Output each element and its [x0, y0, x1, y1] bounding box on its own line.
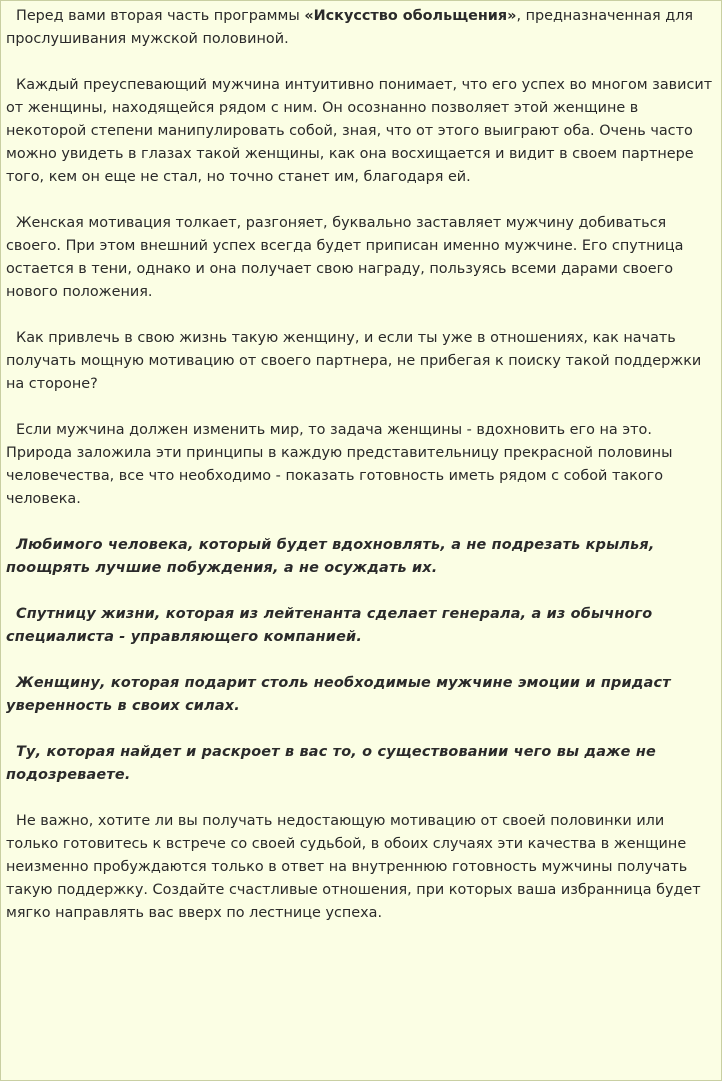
emphasis-woman: Женщину, которая подарит столь необходимые мужчине эмоции и придаст уверенность в своих силах.	[6, 675, 671, 714]
article-body	[6, 5, 720, 948]
paragraph-nature: Если мужчина должен изменить мир, то задача женщины - вдохновить его на это. Природа заложила эти принципы в каждую представительницу прекрасной половины человечества, все что необходимо - показать готовность иметь рядом с собой такого человека.	[6, 422, 673, 507]
paragraph-question: Как привлечь в свою жизнь такую женщину, и если ты уже в отношениях, как начать получать мощную мотивацию от своего партнера, не прибегая к поиску такой поддержки на стороне?	[6, 330, 702, 392]
emphasis-companion: Спутницу жизни, которая из лейтенанта сделает генерала, а из обычного специалиста - управляющего компанией.	[6, 606, 653, 645]
program-title: «Искусство обольщения»	[304, 8, 517, 24]
emphasis-discover: Ту, которая найдет и раскроет в вас то, о существовании чего вы даже не подозреваете.	[6, 744, 656, 783]
emphasis-beloved: Любимого человека, который будет вдохновлять, а не подрезать крылья, поощрять лучшие побуждения, а не осуждать их.	[6, 537, 655, 576]
intro-text-after: , предназначенная для прослушивания мужской половиной.	[6, 8, 694, 47]
intro-paragraph	[6, 5, 720, 51]
paragraph-conclusion: Не важно, хотите ли вы получать недостающую мотивацию от своей половинки или только готовитесь к встрече со своей судьбой, в обоих случаях эти качества в женщине неизменно пробуждаются только в ответ на внутреннюю готовность мужчины получать такую поддержку. Создайте счастливые отношения, при которых ваша избранница будет мягко направлять вас вверх по лестнице успеха.	[6, 813, 701, 921]
paragraph-motivation: Женская мотивация толкает, разгоняет, буквально заставляет мужчину добиваться своего. При этом внешний успех всегда будет приписан именно мужчине. Его спутница остается в тени, однако и она получает свою награду, пользуясь всеми дарами своего нового положения.	[6, 215, 684, 300]
intro-text-before: Перед вами вторая часть программы	[16, 8, 305, 24]
paragraph-success: Каждый преуспевающий мужчина интуитивно понимает, что его успех во многом зависит от женщины, находящейся рядом с ним. Он осознанно позволяет этой женщине в некоторой степени манипулировать собой, зная, что от этого выиграют оба. Очень часто можно увидеть в глазах такой женщины, как она восхищается и видит в своем партнере того, кем он еще не стал, но точно станет им, благодаря ей.	[6, 77, 713, 185]
